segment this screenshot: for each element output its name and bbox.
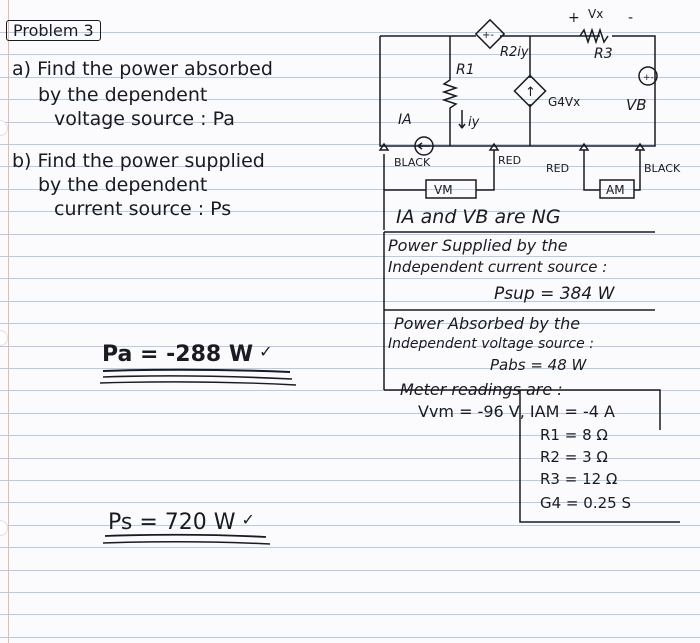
pabs-line-1: Power Absorbed by the (394, 314, 581, 333)
r1-value: R1 = 8 Ω (540, 426, 608, 444)
r3-value: R3 = 12 Ω (540, 470, 618, 488)
r3-polarity-minus: - (628, 10, 634, 26)
answer-pa-text: Pa = -288 W (102, 342, 254, 367)
part-b-line-1: b) Find the power supplied (12, 150, 265, 172)
vb-label: VB (626, 96, 647, 114)
meter-line-1: Meter readings are : (400, 380, 563, 399)
r3-vx-label: Vx (588, 7, 604, 21)
ng-line: IA and VB are NG (396, 206, 561, 228)
psup-line-2: Independent current source : (388, 258, 608, 276)
arrow-left-icon (418, 143, 430, 149)
vb-sign: +- (643, 73, 654, 83)
part-a-line-1: a) Find the power absorbed (12, 58, 273, 80)
check-mark-icon: ✓ (259, 342, 273, 361)
black-right-label: BLACK (644, 162, 681, 175)
voltmeter-label: VM (434, 183, 453, 197)
black-left-label: BLACK (394, 156, 431, 169)
part-a-line-2: by the dependent (38, 84, 208, 106)
ammeter-label: AM (606, 183, 625, 197)
red-left-label: RED (498, 154, 522, 167)
problem-title: Problem 3 (6, 20, 101, 41)
part-b-line-2: by the dependent (38, 174, 208, 196)
g4-value: G4 = 0.25 S (540, 494, 631, 512)
dep-isrc-arrow: ↑ (525, 85, 536, 100)
check-mark-icon: ✓ (241, 510, 255, 529)
r1-label: R1 (456, 62, 475, 78)
dep-vsrc-label: R2iy (500, 45, 529, 60)
pabs-line-2: Independent voltage source : (388, 336, 594, 352)
part-a-line-3: voltage source : Pa (54, 108, 235, 130)
r3-polarity-plus: + (568, 10, 580, 26)
psup-value: Psup = 384 W (494, 284, 615, 304)
part-b-line-3: current source : Ps (54, 198, 232, 220)
meter-line-2: Vvm = -96 V, IAM = -4 A (418, 402, 615, 421)
r2-value: R2 = 3 Ω (540, 448, 608, 466)
arrow-down-icon (459, 110, 465, 128)
answer-ps-text: Ps = 720 W (108, 510, 236, 535)
iy-label: iy (468, 115, 480, 130)
red-right-label: RED (546, 162, 570, 175)
ia-label: IA (398, 112, 412, 128)
psup-line-1: Power Supplied by the (388, 236, 568, 255)
r3-label: R3 (594, 46, 613, 62)
dep-isrc-label: G4Vx (548, 95, 581, 109)
pabs-value: Pabs = 48 W (490, 356, 587, 374)
r1-resistor-icon (444, 36, 456, 146)
dep-vsrc-sign: +- (482, 30, 494, 41)
